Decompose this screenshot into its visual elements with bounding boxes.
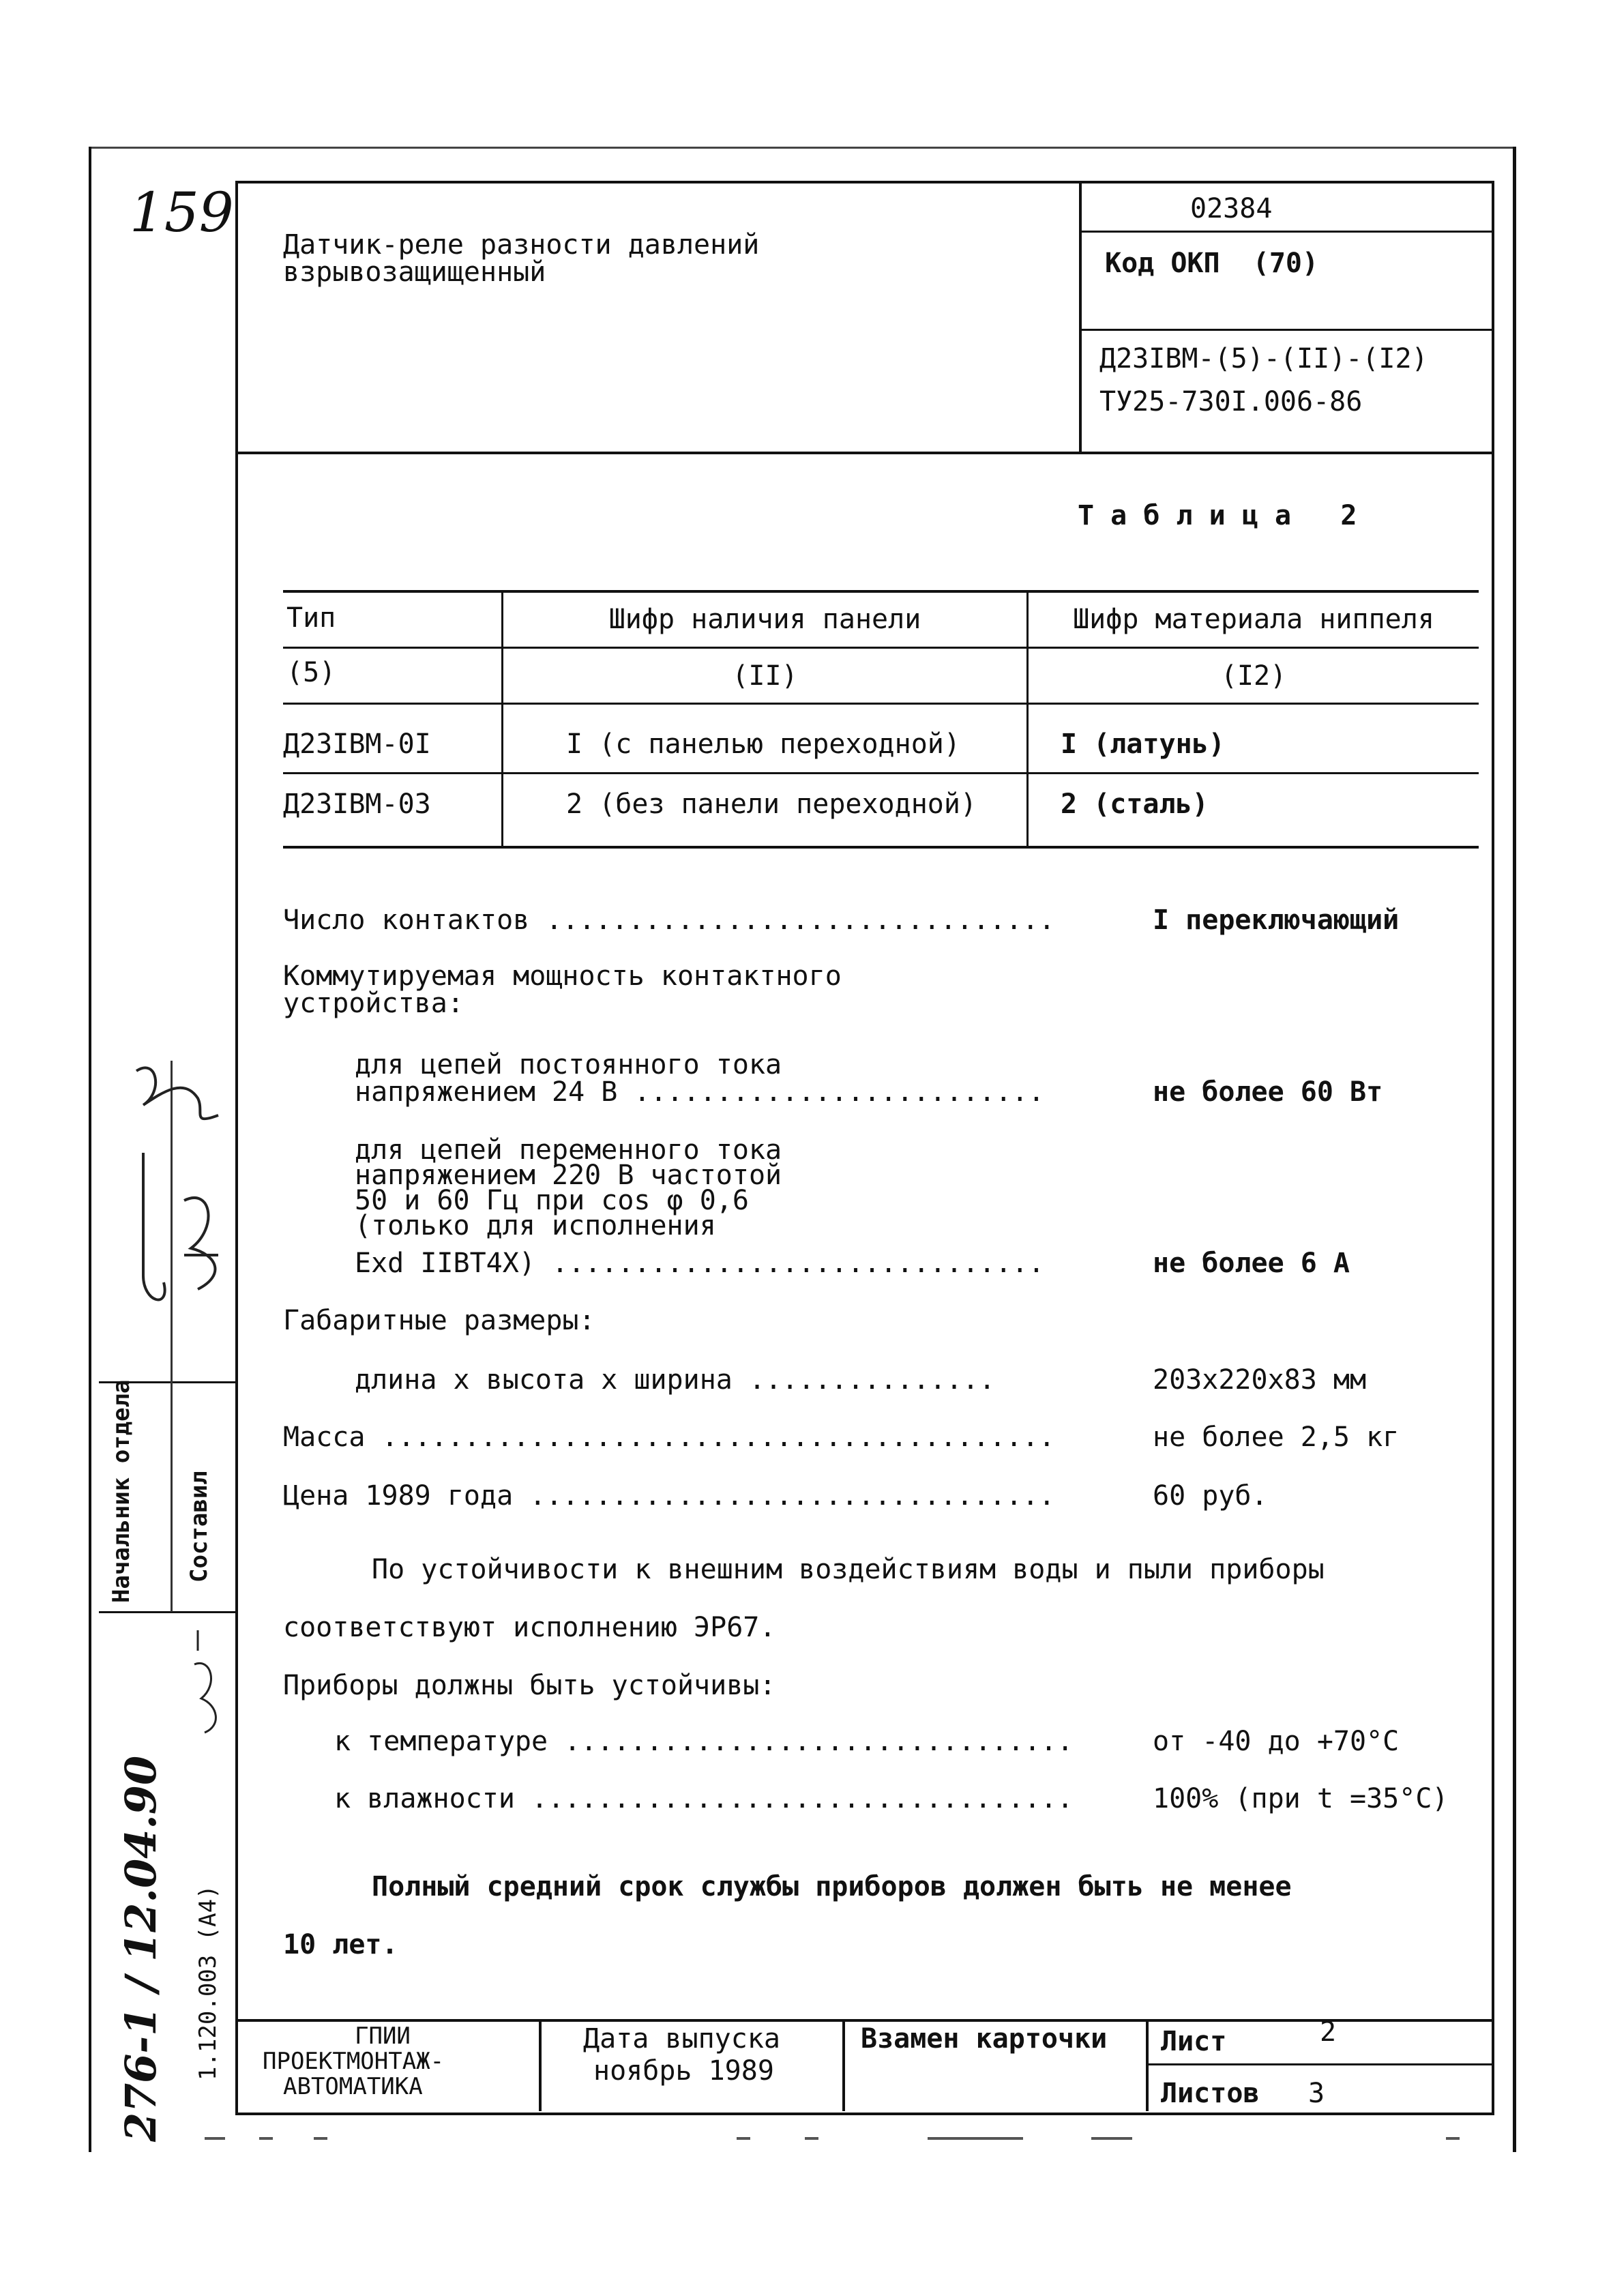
dc-line-1: для цепей постоянного тока — [355, 1049, 782, 1080]
table-code-material: (I2) — [1220, 660, 1287, 692]
table-row2-material: 2 (сталь) — [1061, 789, 1209, 820]
ac-value: не более 6 А — [1153, 1248, 1350, 1279]
doc-code: 02384 — [1190, 193, 1273, 224]
signature-marks — [116, 1050, 235, 1385]
top-border — [89, 147, 1514, 149]
page-number: 159 — [130, 181, 234, 244]
ac-line-5: Exd IIBT4X) .............................. — [355, 1248, 1045, 1279]
price-label: Цена 1989 года ................................ — [283, 1480, 1055, 1512]
okp-code: Код ОКП (70) — [1105, 248, 1319, 279]
table-row1-line — [283, 772, 1479, 774]
sheets-value: 3 — [1308, 2078, 1325, 2109]
header-bottom-line — [235, 452, 1492, 454]
doc-title-line1: Датчик-реле разности давлений — [283, 229, 760, 261]
table-row2-type: Д23IВМ-03 — [283, 789, 431, 820]
ac-line-2: напряжением 220 В частотой — [355, 1160, 782, 1191]
dims-label: Габаритные размеры: — [283, 1305, 595, 1336]
small-signature — [184, 1623, 239, 1739]
mass-label: Масса ......................................... — [283, 1422, 1055, 1453]
humidity-label: к влажности ................................. — [334, 1783, 1074, 1814]
left-border — [89, 147, 91, 2152]
resist-label: Приборы должны быть устойчивы: — [283, 1670, 776, 1701]
table-caption: Т а б л и ц а 2 — [1078, 500, 1357, 531]
table-header-material: Шифр материала ниппеля — [1073, 604, 1434, 635]
scan-noise — [205, 2132, 1501, 2145]
power-label-1: Коммутируемая мощность контактного — [283, 960, 842, 992]
dims-value: 203х220х83 мм — [1153, 1364, 1367, 1396]
dims-sub: длина х высота х ширина ............... — [355, 1364, 996, 1396]
handwritten-date: 276-1 / 12.04.90 — [116, 1755, 166, 2142]
org-line-2: ПРОЕКТМОНТАЖ- — [263, 2048, 445, 2075]
footer-top-line — [235, 2019, 1492, 2022]
ac-line-4: (только для исполнения — [355, 1210, 716, 1241]
footer-sheet-line — [1146, 2063, 1492, 2065]
replace-label: Взамен карточки — [861, 2023, 1108, 2055]
protect-line-1: По устойчивости к внешним воздействиям воды и пыли приборы — [372, 1554, 1325, 1585]
doc-title-line2: взрывозащищенный — [283, 256, 546, 288]
table-code-type: (5) — [286, 657, 336, 688]
mass-value: не более 2,5 кг — [1153, 1422, 1400, 1453]
sheet-value: 2 — [1320, 2016, 1337, 2048]
table-row1-type: Д23IВМ-0I — [283, 728, 431, 760]
life-line-2: 10 лет. — [283, 1929, 398, 1960]
ac-line-3: 50 и 60 Гц при cos φ 0,6 — [355, 1185, 749, 1216]
ac-line-1: для цепей переменного тока — [355, 1134, 782, 1166]
table-row1-panel: I (с панелью переходной) — [566, 728, 960, 760]
footer-div1 — [539, 2019, 542, 2111]
sheets-label: Листов — [1161, 2078, 1260, 2109]
table-code-line — [283, 703, 1479, 705]
issue-date-value: ноябрь 1989 — [593, 2055, 774, 2087]
designation: Д23IВМ-(5)-(II)-(I2) — [1099, 343, 1428, 374]
side-mid-line — [99, 1611, 235, 1613]
table-bottom-line — [283, 846, 1479, 849]
header-code-line — [1079, 231, 1492, 233]
tu-number: ТУ25-730I.006-86 — [1099, 386, 1363, 417]
header-okp-line — [1079, 329, 1492, 331]
table-row2-panel: 2 (без панели переходной) — [566, 789, 977, 820]
protect-line-2: соответствуют исполнению ЭР67. — [283, 1612, 776, 1643]
life-line-1: Полный средний срок службы приборов должен быть не менее — [372, 1871, 1292, 1902]
sheet-label: Лист — [1161, 2026, 1227, 2057]
temp-value: от -40 до +70°С — [1153, 1726, 1400, 1757]
compiled-by-label: Составил — [186, 1471, 213, 1583]
issue-date-label: Дата выпуска — [583, 2023, 780, 2055]
table-header-type: Тип — [286, 602, 336, 634]
footer-div2 — [842, 2019, 845, 2111]
doc-code-vertical: 1.120.003 (А4) — [194, 1885, 222, 2080]
price-value: 60 руб. — [1153, 1480, 1268, 1512]
right-border — [1513, 147, 1516, 2152]
header-divider — [1079, 181, 1082, 454]
humidity-value: 100% (при t =35°С) — [1153, 1783, 1449, 1814]
org-line-1: ГПИИ — [355, 2022, 411, 2050]
dc-line-2: напряжением 24 В ......................... — [355, 1076, 1045, 1108]
table-header-panel: Шифр наличия панели — [608, 604, 921, 635]
contacts-value: I переключающий — [1153, 904, 1400, 936]
dc-value: не более 60 Вт — [1153, 1076, 1383, 1108]
temp-label: к температуре ............................... — [334, 1726, 1074, 1757]
head-of-department-label: Начальник отдела — [108, 1379, 135, 1603]
org-line-3: АВТОМАТИКА — [283, 2073, 423, 2100]
power-label-2: устройства: — [283, 988, 464, 1019]
table-row1-material: I (латунь) — [1061, 728, 1225, 760]
contacts-label: Число контактов ............................... — [283, 904, 1055, 936]
table-code-panel: (II) — [732, 660, 798, 692]
